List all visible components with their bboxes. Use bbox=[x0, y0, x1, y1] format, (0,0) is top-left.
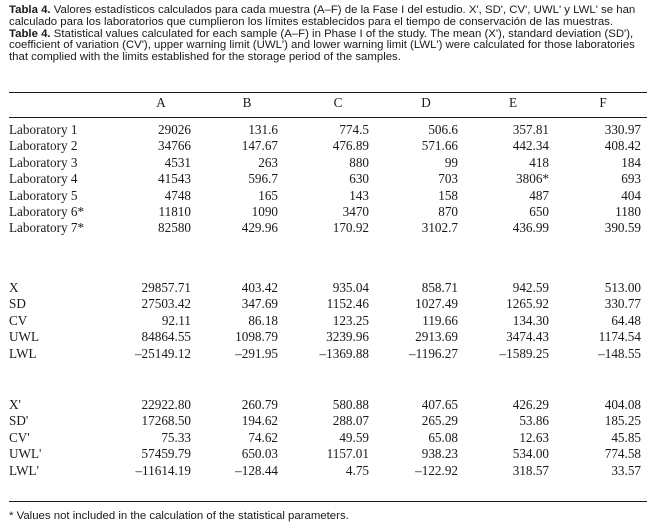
statistics-row-value: 64.48 bbox=[611, 312, 641, 328]
statistics-row-value: –1369.88 bbox=[319, 345, 369, 361]
statistics-row-value: 1152.46 bbox=[326, 296, 369, 312]
statistics-row-value: –1589.25 bbox=[499, 345, 549, 361]
caption-english bbox=[9, 29, 645, 64]
statistics-row-label: LWL bbox=[9, 345, 37, 361]
laboratory-row-value: 404 bbox=[621, 187, 641, 203]
laboratory-row-value: 418 bbox=[529, 154, 549, 170]
laboratory-row-value: 774.5 bbox=[339, 122, 369, 137]
laboratory-row-value: 596.7 bbox=[248, 171, 278, 187]
laboratory-row-value: 506.6 bbox=[428, 122, 458, 137]
filtered-statistics-row-value: 265.29 bbox=[421, 413, 458, 429]
filtered-statistics-row-value: 534.00 bbox=[512, 446, 549, 462]
statistics-row-value: 403.42 bbox=[241, 280, 278, 295]
laboratory-row-label: Laboratory 1 bbox=[9, 122, 78, 137]
filtered-statistics-row-value: 49.59 bbox=[339, 429, 369, 445]
laboratory-row-value: 131.6 bbox=[248, 122, 278, 137]
filtered-statistics-row-value: 4.75 bbox=[345, 462, 369, 478]
filtered-statistics-row-value: 938.23 bbox=[421, 446, 458, 462]
statistics-row-value: 513.00 bbox=[604, 280, 641, 295]
column-header: D bbox=[421, 95, 431, 110]
statistics-row-label: UWL bbox=[9, 329, 40, 345]
filtered-statistics-row-label: UWL' bbox=[9, 446, 42, 462]
statistics-row-label: X bbox=[9, 280, 19, 295]
statistics-row-value: –291.95 bbox=[235, 345, 278, 361]
statistics-row-value: 86.18 bbox=[248, 312, 278, 328]
laboratory-row-value: 330.97 bbox=[604, 122, 641, 137]
statistics-row-value: 92.11 bbox=[161, 312, 191, 328]
laboratory-row-label: Laboratory 6* bbox=[9, 204, 85, 219]
filtered-statistics-row-value: 426.29 bbox=[512, 397, 549, 412]
laboratory-row-label: Laboratory 5 bbox=[9, 187, 78, 203]
laboratory-row-value: 4531 bbox=[164, 154, 191, 170]
column-header: B bbox=[242, 95, 252, 110]
laboratory-row-value: 41543 bbox=[158, 171, 191, 187]
statistics-row-value: 27503.42 bbox=[141, 296, 191, 312]
laboratory-row-value: 429.96 bbox=[241, 220, 278, 236]
filtered-statistics-row-value: –11614.19 bbox=[135, 462, 191, 478]
filtered-statistics-row-label: LWL' bbox=[9, 462, 39, 478]
filtered-statistics-row-value: 75.33 bbox=[161, 429, 191, 445]
filtered-statistics-row-value: –122.92 bbox=[415, 462, 458, 478]
statistics-row-value: 119.66 bbox=[422, 312, 458, 328]
laboratory-row-value: 29026 bbox=[158, 122, 191, 137]
filtered-statistics-row-value: 1157.01 bbox=[326, 446, 369, 462]
column-header: A bbox=[156, 95, 166, 110]
statistics-row-value: 330.77 bbox=[604, 296, 641, 312]
statistics-row-value: 134.30 bbox=[512, 312, 549, 328]
filtered-statistics-row-value: 57459.79 bbox=[141, 446, 191, 462]
laboratory-row-value: 476.89 bbox=[332, 138, 369, 154]
laboratory-row-value: 82580 bbox=[158, 220, 191, 236]
laboratory-row-value: 170.92 bbox=[332, 220, 369, 236]
laboratory-row-value: 1180 bbox=[615, 204, 641, 219]
laboratory-row-value: 880 bbox=[349, 154, 369, 170]
laboratory-row-label: Laboratory 7* bbox=[9, 220, 85, 236]
caption-spanish-label: Tabla 4. bbox=[9, 4, 51, 16]
statistics-row-value: 3474.43 bbox=[506, 329, 549, 345]
statistics-row-value: 347.69 bbox=[241, 296, 278, 312]
filtered-statistics-row-value: 404.08 bbox=[604, 397, 641, 412]
statistics-row-value: 942.59 bbox=[512, 280, 549, 295]
filtered-statistics-row-value: 45.85 bbox=[611, 429, 641, 445]
filtered-statistics-row-value: 318.57 bbox=[512, 462, 549, 478]
filtered-statistics-row-value: 65.08 bbox=[428, 429, 458, 445]
statistics-row-label: CV bbox=[9, 312, 28, 328]
laboratory-row-value: 34766 bbox=[158, 138, 191, 154]
statistics-row-value: 123.25 bbox=[332, 312, 369, 328]
statistics-row-value: 29857.71 bbox=[141, 280, 191, 295]
statistics-row-value: 84864.55 bbox=[141, 329, 191, 345]
statistics-row-label: SD bbox=[9, 296, 26, 312]
laboratory-row-value: 3102.7 bbox=[421, 220, 458, 236]
statistics-row-value: 3239.96 bbox=[326, 329, 369, 345]
laboratory-row-label: Laboratory 3 bbox=[9, 154, 78, 170]
bottom-rule bbox=[9, 501, 647, 502]
statistics-row-value: 2913.69 bbox=[415, 329, 458, 345]
laboratory-row-value: 158 bbox=[438, 187, 458, 203]
laboratory-row-value: 571.66 bbox=[421, 138, 458, 154]
filtered-statistics-row-value: 774.58 bbox=[604, 446, 641, 462]
caption-spanish bbox=[9, 5, 645, 29]
column-header: C bbox=[333, 95, 343, 110]
filtered-statistics-row-value: 288.07 bbox=[332, 413, 369, 429]
laboratory-row-value: 650 bbox=[529, 204, 549, 219]
header-rule bbox=[9, 117, 647, 118]
laboratory-row-value: 165 bbox=[258, 187, 278, 203]
laboratory-row-value: 3470 bbox=[342, 204, 369, 219]
laboratory-row-value: 4748 bbox=[164, 187, 191, 203]
laboratory-row-value: 147.67 bbox=[241, 138, 278, 154]
laboratory-row-value: 693 bbox=[621, 171, 641, 187]
laboratory-row-value: 442.34 bbox=[512, 138, 549, 154]
filtered-statistics-row-label: CV' bbox=[9, 429, 30, 445]
table-caption bbox=[9, 5, 645, 64]
statistics-row-value: –148.55 bbox=[598, 345, 641, 361]
laboratory-row-value: 263 bbox=[258, 154, 278, 170]
statistics-row-value: –25149.12 bbox=[134, 345, 191, 361]
filtered-statistics-row-value: 17268.50 bbox=[141, 413, 191, 429]
laboratory-row-value: 3806* bbox=[516, 171, 549, 187]
laboratory-row-value: 1090 bbox=[251, 204, 278, 219]
laboratory-row-value: 99 bbox=[444, 154, 458, 170]
filtered-statistics-row-value: 580.88 bbox=[332, 397, 369, 412]
filtered-statistics-row-value: 407.65 bbox=[421, 397, 458, 412]
statistics-row-value: –1196.27 bbox=[409, 345, 458, 361]
laboratory-row-value: 143 bbox=[349, 187, 369, 203]
laboratory-row-label: Laboratory 2 bbox=[9, 138, 78, 154]
column-header: E bbox=[508, 95, 518, 110]
caption-english-label: Table 4. bbox=[9, 27, 51, 40]
laboratory-row-value: 436.99 bbox=[512, 220, 549, 236]
statistics-row-value: 1265.92 bbox=[506, 296, 549, 312]
filtered-statistics-row-value: 260.79 bbox=[241, 397, 278, 412]
laboratory-row-value: 630 bbox=[349, 171, 369, 187]
filtered-statistics-row-value: 185.25 bbox=[604, 413, 641, 429]
filtered-statistics-row-value: 194.62 bbox=[241, 413, 278, 429]
statistics-row-value: 1098.79 bbox=[235, 329, 278, 345]
filtered-statistics-row-value: 12.63 bbox=[519, 429, 549, 445]
filtered-statistics-row-value: 33.57 bbox=[611, 462, 641, 478]
laboratory-row-value: 184 bbox=[621, 154, 641, 170]
caption-english-text: Statistical values calculated for each sample (A–F) in Phase I of the study. The mean (X'), standard deviation (SD'), coefficient of variation (CV'), upper warning limit (UWL') and lower warning limit (LWL') were calculated for those laboratories that complied with the limits established for the storage period of the samples. bbox=[9, 27, 635, 64]
laboratory-row-value: 357.81 bbox=[512, 122, 549, 137]
statistics-row-value: 1174.54 bbox=[598, 329, 641, 345]
laboratory-row-value: 870 bbox=[438, 204, 458, 219]
filtered-statistics-row-label: SD' bbox=[9, 413, 29, 429]
statistics-row-value: 935.04 bbox=[332, 280, 369, 295]
column-header: F bbox=[599, 95, 607, 110]
footnote: * Values not included in the calculation of the statistical parameters. bbox=[9, 510, 349, 522]
filtered-statistics-row-value: 22922.80 bbox=[141, 397, 191, 412]
filtered-statistics-row-value: 53.86 bbox=[519, 413, 549, 429]
top-rule bbox=[9, 92, 647, 93]
laboratory-row-value: 11810 bbox=[158, 204, 191, 219]
caption-spanish-text: Valores estadísticos calculados para cada muestra (A–F) de la Fase I del estudio. X', SD', CV', UWL' y LWL' se han calculado para los laboratorios que cumplieron los límites establecidos para el tiempo de conservación de las muestras. bbox=[9, 4, 636, 28]
laboratory-row-value: 408.42 bbox=[604, 138, 641, 154]
laboratory-row-value: 487 bbox=[529, 187, 549, 203]
filtered-statistics-row-value: –128.44 bbox=[235, 462, 278, 478]
laboratory-row-label: Laboratory 4 bbox=[9, 171, 78, 187]
laboratory-row-value: 703 bbox=[438, 171, 458, 187]
filtered-statistics-row-value: 650.03 bbox=[241, 446, 278, 462]
laboratory-row-value: 390.59 bbox=[604, 220, 641, 236]
statistics-row-value: 858.71 bbox=[421, 280, 458, 295]
filtered-statistics-row-value: 74.62 bbox=[248, 429, 278, 445]
statistics-row-value: 1027.49 bbox=[415, 296, 458, 312]
filtered-statistics-row-label: X' bbox=[9, 397, 21, 412]
